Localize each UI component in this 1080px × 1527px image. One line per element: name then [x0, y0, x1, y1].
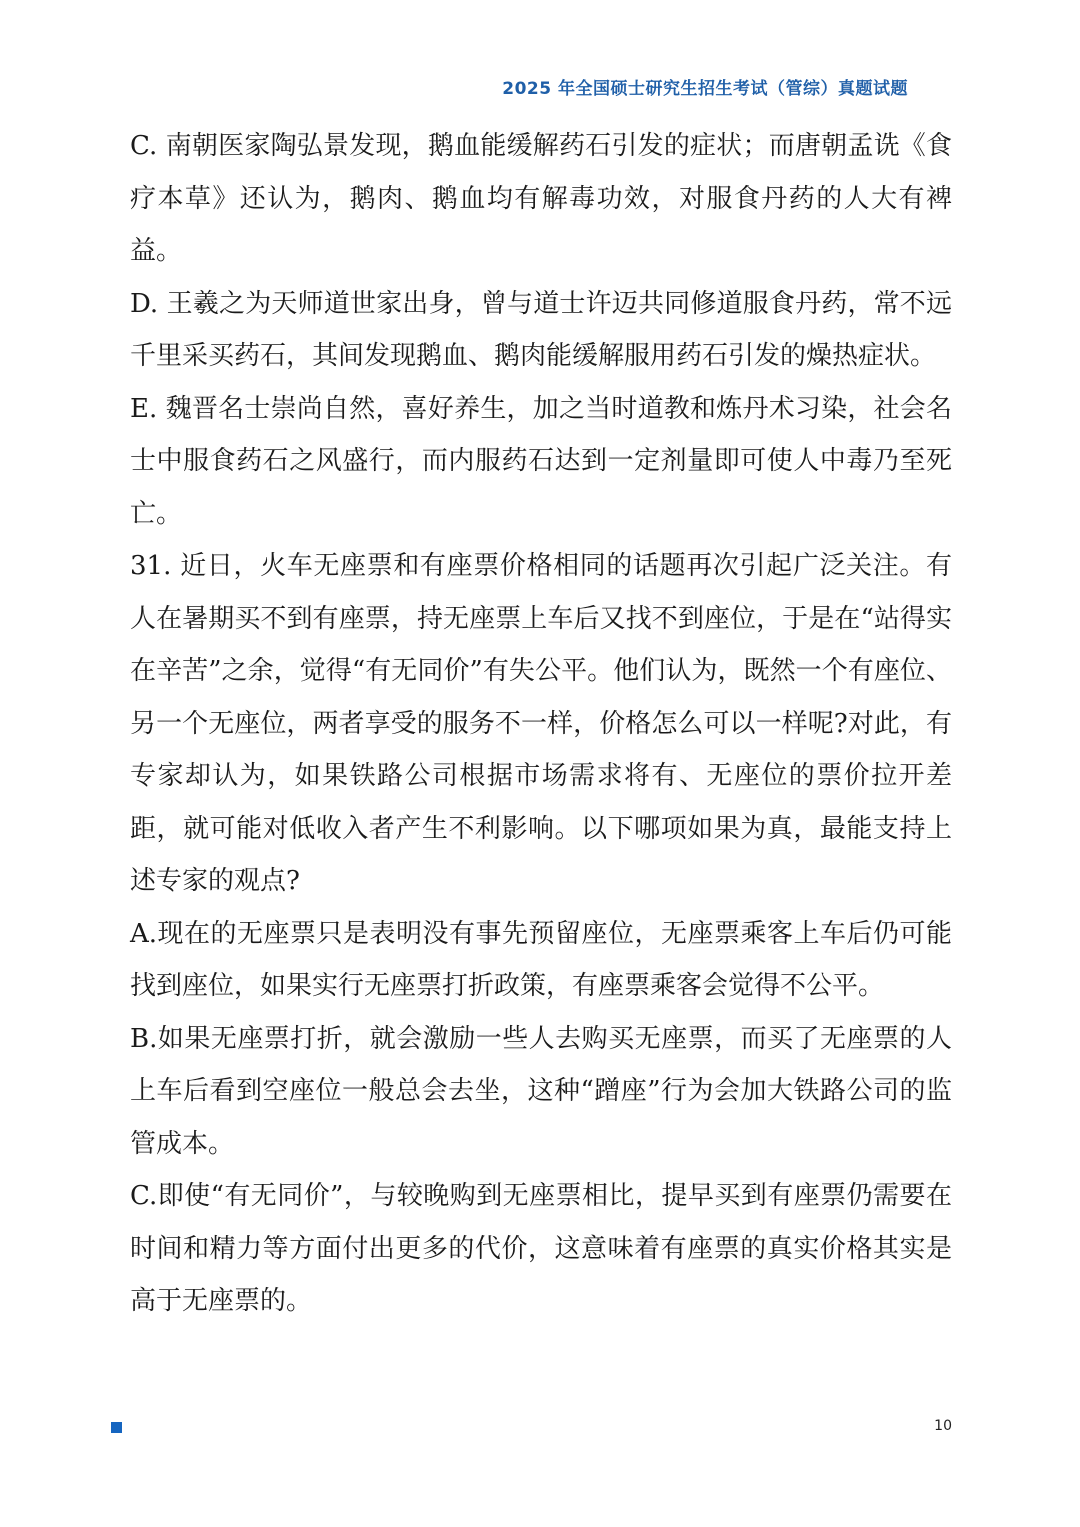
question-31-option-c: C.即使“有无同价”，与较晚购到无座票相比，提早买到有座票仍需要在时间和精力等方面付出更多的代价，这意味着有座票的真实价格其实是高于无座票的。 — [130, 1181, 952, 1316]
document-body — [130, 120, 952, 1328]
question-31-option-b: B.如果无座票打折，就会激励一些人去购买无座票，而买了无座票的人上车后看到空座位一般总会去坐，这种“蹭座”行为会加大铁路公司的监管成本。 — [130, 1023, 952, 1159]
option-e-previous: E. 魏晋名士崇尚自然，喜好养生，加之当时道教和炼丹术习染，社会名士中服食药石之风盛行，而内服药石达到一定剂量即可使人中毒乃至死亡。 — [130, 393, 952, 529]
question-31-option-a: A.现在的无座票只是表明没有事先预留座位，无座票乘客上车后仍可能找到座位，如果实行无座票打折政策，有座票乘客会觉得不公平。 — [130, 918, 952, 1001]
page-number: 10 — [934, 1418, 952, 1434]
footer-square-icon — [111, 1422, 122, 1433]
option-c-previous: C. 南朝医家陶弘景发现，鹅血能缓解药石引发的症状；而唐朝孟诜《食疗本草》还认为，鹅肉、鹅血均有解毒功效，对服食丹药的人大有裨益。 — [130, 131, 952, 266]
page-header-title: 2025 年全国硕士研究生招生考试（管综）真题试题 — [502, 79, 908, 99]
question-31-stem: 31. 近日，火车无座票和有座票价格相同的话题再次引起广泛关注。有人在暑期买不到有座票，持无座票上车后又找不到座位，于是在“站得实在辛苦”之余，觉得“有无同价”有失公平。他们认为，既然一个有座位、另一个无座位，两者享受的服务不一样，价格怎么可以一样呢?对此，有专家却认为，如果铁路公司根据市场需求将有、无座位的票价拉开差距，就可能对低收入者产生不利影响。以下哪项如果为真，最能支持上述专家的观点? — [130, 551, 952, 896]
option-d-previous: D. 王羲之为天师道世家出身，曾与道士许迈共同修道服食丹药，常不远千里采买药石，其间发现鹅血、鹅肉能缓解服用药石引发的燥热症状。 — [130, 288, 952, 371]
